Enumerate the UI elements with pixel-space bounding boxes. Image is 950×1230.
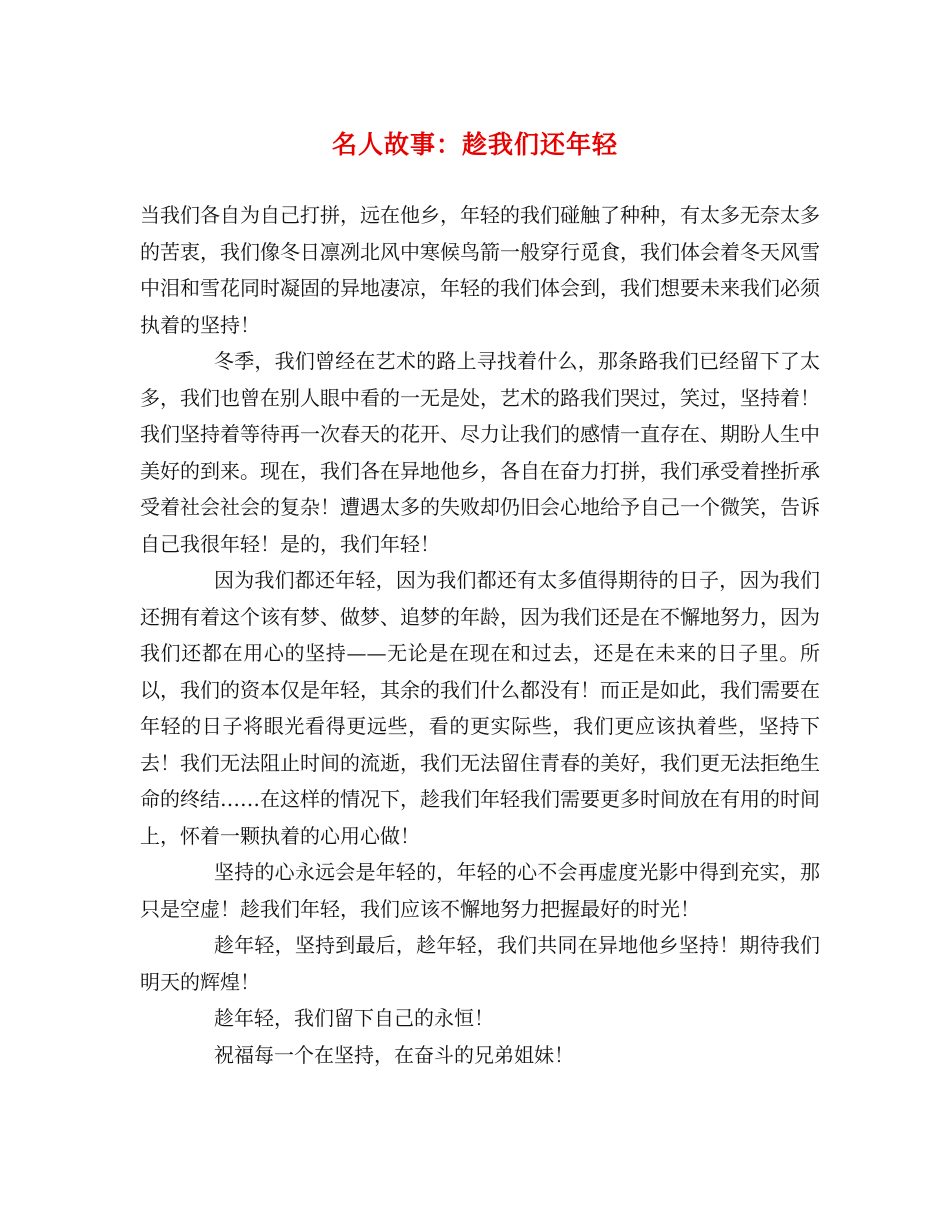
paragraph-1: 当我们各自为自己打拼，远在他乡，年轻的我们碰触了种种，有太多无奈太多的苦衷，我们像冬日凛冽北风中寒候鸟箭一般穿行觅食，我们体会着冬天风雪中泪和雪花同时凝固的异地凄凉，年轻的我们体会到，我们想要未来我们必须执着的坚持！ [140,203,820,337]
paragraph-2: 冬季，我们曾经在艺术的路上寻找着什么，那条路我们已经留下了太多，我们也曾在别人眼中看的一无是处，艺术的路我们哭过，笑过，坚持着！我们坚持着等待再一次春天的花开、尽力让我们的感情一直存在、期盼人生中美好的到来。现在，我们各在异地他乡，各自在奋力打拼，我们承受着挫折承受着社会社会的复杂！遭遇太多的失败却仍旧会心地给予自己一个微笑，告诉自己我很年轻！是的，我们年轻！ [140,349,820,556]
paragraph-7: 祝福每一个在坚持，在奋斗的兄弟姐妹！ [214,1042,574,1067]
paragraph-5: 趁年轻，坚持到最后，趁年轻，我们共同在异地他乡坚持！期待我们明天的辉煌！ [140,933,820,994]
article-body [140,197,820,1073]
page-title: 名人故事：趁我们还年轻 [331,130,618,159]
paragraph-6: 趁年轻，我们留下自己的永恒！ [214,1006,494,1030]
paragraph-3: 因为我们都还年轻，因为我们都还有太多值得期待的日子，因为我们还拥有着这个该有梦、做梦、追梦的年龄，因为我们还是在不懈地努力，因为我们还都在用心的坚持——无论是在现在和过去，还是在未来的日子里。所以，我们的资本仅是年轻，其余的我们什么都没有！而正是如此，我们需要在年轻的日子将眼光看得更远些，看的更实际些，我们更应该执着些，坚持下去！我们无法阻止时间的流逝，我们无法留住青春的美好，我们更无法拒绝生命的终结……在这样的情况下，趁我们年轻我们需要更多时间放在有用的时间上，怀着一颗执着的心用心做！ [140,568,820,848]
paragraph-4: 坚持的心永远会是年轻的，年轻的心不会再虚度光影中得到充实，那只是空虚！趁我们年轻，我们应该不懈地努力把握最好的时光！ [140,860,820,921]
